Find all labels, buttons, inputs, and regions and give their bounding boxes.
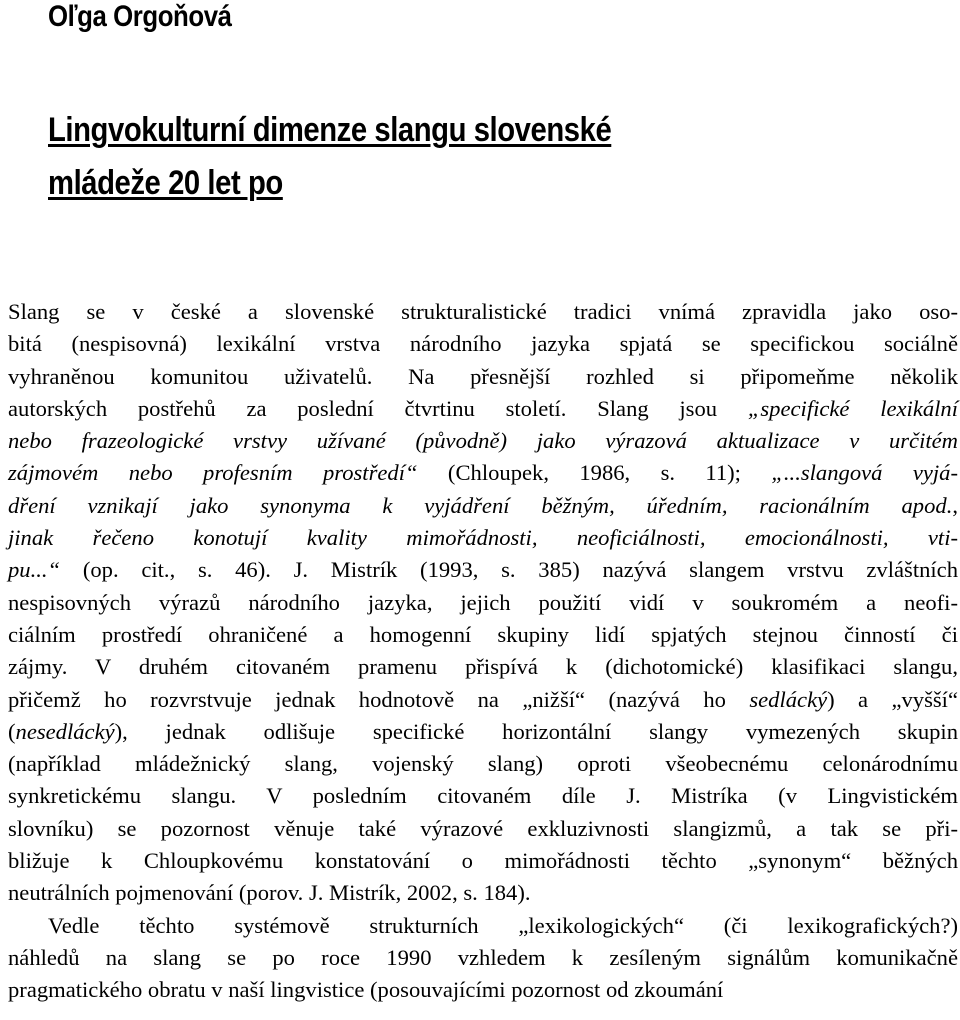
text-segment: nespisovných výrazů národního jazyka, jejich použití vidí v soukromém a neofi- (8, 589, 958, 615)
body-line (8, 393, 958, 425)
text-segment: (například mládežnický slang, vojenský slang) oproti všeobecnému celonárodnímu (8, 751, 958, 777)
body-line (8, 651, 958, 683)
article-title-line: Lingvokulturní dimenze slangu slovenské (48, 111, 612, 149)
italic-text: sedlácký (749, 686, 828, 712)
text-segment: , (952, 492, 958, 518)
italic-text: „...slangová vyjá- (771, 460, 958, 486)
body-line (8, 942, 958, 974)
body-line (8, 684, 958, 716)
body-line (8, 910, 958, 942)
text-segment: (Chloupek, 1986, s. 11); (417, 460, 772, 486)
article-title (48, 104, 770, 210)
body-line (8, 619, 958, 651)
body-line (8, 877, 958, 909)
italic-text: nebo frazeologické vrstvy užívané (původně) jako výrazová aktualizace v určitém (8, 428, 958, 454)
text-segment: Vedle těchto systémově strukturních „lexikologických“ (či lexikografických?) (48, 912, 958, 938)
italic-text: „specifické lexikální (747, 395, 958, 421)
body-line (8, 554, 958, 586)
text-segment: slovníku) se pozornost věnuje také výrazové exkluzivnosti slangizmů, a tak se při- (8, 815, 958, 841)
text-segment: ) a „vyšší“ (827, 686, 958, 712)
body-line (8, 296, 958, 328)
body-line (8, 748, 958, 780)
italic-text: zájmovém nebo profesním prostředí“ (8, 460, 418, 486)
body-line (8, 974, 958, 1006)
italic-text: nesedlácký (15, 718, 115, 744)
text-segment: ), jednak odlišuje specifické horizontální slangy vymezených skupin (114, 718, 958, 744)
body-line (8, 361, 958, 393)
italic-text: jinak řečeno konotují kvality mimořádnosti, neoficiálnosti, emocionálnosti, vti- (8, 525, 958, 551)
text-segment: Slang se v české a slovenské strukturalistické tradici vnímá zpravidla jako oso- (8, 299, 958, 324)
text-segment: neutrálních pojmenování (porov. J. Mistrík, 2002, s. 184). (8, 880, 531, 906)
body-line (8, 457, 958, 489)
body-line (8, 587, 958, 619)
text-segment: vyhraněnou komunitou uživatelů. Na přesnější rozhled si připomeňme několik (8, 363, 958, 389)
text-segment: autorských postřehů za poslední čtvrtinu století. Slang jsou (8, 395, 748, 421)
text-segment: synkretickému slangu. V posledním citovaném díle J. Mistríka (v Lingvistickém (8, 783, 958, 809)
text-segment: bitá (nespisovná) lexikální vrstva národního jazyka spjatá se specifickou sociálně (8, 331, 958, 357)
body-text (8, 296, 958, 1007)
text-segment: bližuje k Chloupkovému konstatování o mimořádnosti těchto „synonym“ běžných (8, 848, 958, 874)
body-line (8, 522, 958, 554)
body-line (8, 328, 958, 360)
text-segment: ciálním prostředí ohraničené a homogenní skupiny lidí spjatých stejnou činností či (8, 621, 958, 647)
body-line (8, 490, 958, 522)
article-title-line: mládeže 20 let po (48, 164, 283, 202)
body-line (8, 425, 958, 457)
text-segment: zájmy. V druhém citovaném pramenu přispívá k (dichotomické) klasifikaci slangu, (8, 654, 958, 680)
italic-text: pu...“ (8, 557, 61, 583)
text-segment: náhledů na slang se po roce 1990 vzhledem k zesíleným signálům komunikačně (8, 944, 958, 970)
author-name: Oľga Orgoňová (48, 0, 232, 33)
body-line (8, 716, 958, 748)
body-line (8, 780, 958, 812)
text-segment: přičemž ho rozvrstvuje jednak hodnotově na „nižší“ (nazývá ho (8, 686, 750, 712)
italic-text: dření vznikají jako synonyma k vyjádření běžným, úředním, racionálním apod. (8, 492, 953, 518)
text-segment: (op. cit., s. 46). J. Mistrík (1993, s. 385) nazývá slangem vrstvu zvláštních (60, 557, 958, 583)
body-line (8, 845, 958, 877)
body-line (8, 813, 958, 845)
text-segment: ( (8, 718, 16, 744)
text-segment: pragmatického obratu v naší lingvistice (posouvajícími pozornost od zkoumání (8, 977, 724, 1003)
